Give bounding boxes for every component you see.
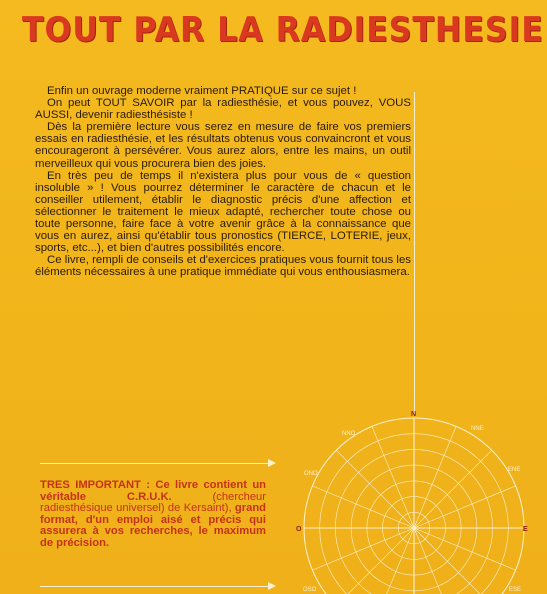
compass-label-oso: OSO xyxy=(303,587,317,593)
compass-label-east: E xyxy=(523,526,528,533)
compass-ray xyxy=(336,450,414,528)
compass-label-ene: ENE xyxy=(508,467,521,473)
compass-label-west: O xyxy=(296,526,302,533)
compass-label-north: N xyxy=(411,411,417,418)
important-lead: TRES IMPORTANT : Ce livre contient un véritable C.R.U.K. xyxy=(40,479,266,503)
vertical-guide-line xyxy=(414,92,415,414)
compass-ray xyxy=(414,528,492,594)
compass-ray xyxy=(414,486,516,528)
important-note xyxy=(40,480,266,550)
important-tail: grand format, d'un emploi aisé et précis qui assurera à vos recherches, le maximum de précision. xyxy=(40,502,266,549)
compass-ray xyxy=(414,528,516,570)
arrow-line-top xyxy=(40,463,274,464)
compass-label-nne: NNE xyxy=(471,426,484,432)
paragraph-conclusion: Ce livre, rempli de conseils et d'exercices pratiques vous fournit tous les éléments nécessaires à une pratique immédiate qui vous enthousiasmera. xyxy=(35,254,411,279)
compass-ray xyxy=(372,426,414,528)
compass-label-nno: NNO xyxy=(342,431,356,437)
paragraph-first-reading: Dès la première lecture vous serez en mesure de faire vos premiers essais en radiesthésie, et les résultats obtenus vous convaincront et vous encourageront à persévérer. Vous aurez alors, entre les mains, un outil merveilleux qui vous procurera bien des joies. xyxy=(35,121,411,170)
compass-ray xyxy=(312,486,414,528)
paragraph-intro: Enfin un ouvrage moderne vraiment PRATIQUE sur ce sujet ! xyxy=(47,85,357,97)
compass-rays xyxy=(304,418,524,594)
compass-ray xyxy=(414,528,456,594)
compass-label-ese: ESE xyxy=(509,587,522,593)
compass-dial xyxy=(290,408,547,594)
compass-ray xyxy=(336,528,414,594)
paragraph-possibilities: En très peu de temps il n'existera plus pour vous de « question insoluble » ! Vous pourrez déterminer le caractère de chacun et le conseiller utilement, établir le diagnostic précis d'une affection et sélectionner le traitement le mieux adapté, rechercher toute chose ou toute personne, faire face à votre avenir grâce à la connaissance que vous en aurez, ainsi qu'établir tous pronostics (TIERCE, LOTERIE, jeux, sports, etc...), et bien d'autres possibilités encore. xyxy=(35,169,411,255)
compass-label-ono: ONO xyxy=(304,471,318,477)
page-title: TOUT PAR LA RADIESTHESIE xyxy=(22,10,544,50)
compass-ray xyxy=(414,426,456,528)
compass-ray xyxy=(372,528,414,594)
compass-ray xyxy=(312,528,414,570)
compass-ray xyxy=(414,450,492,528)
arrow-line-bottom xyxy=(40,586,274,587)
description-text xyxy=(35,85,411,279)
paragraph-claim: On peut TOUT SAVOIR par la radiesthésie, et vous pouvez, VOUS AUSSI, devenir radiesthésiste ! xyxy=(35,97,411,122)
important-middle: (chercheur radiesthésique universel) de Kersaint), xyxy=(40,490,266,515)
